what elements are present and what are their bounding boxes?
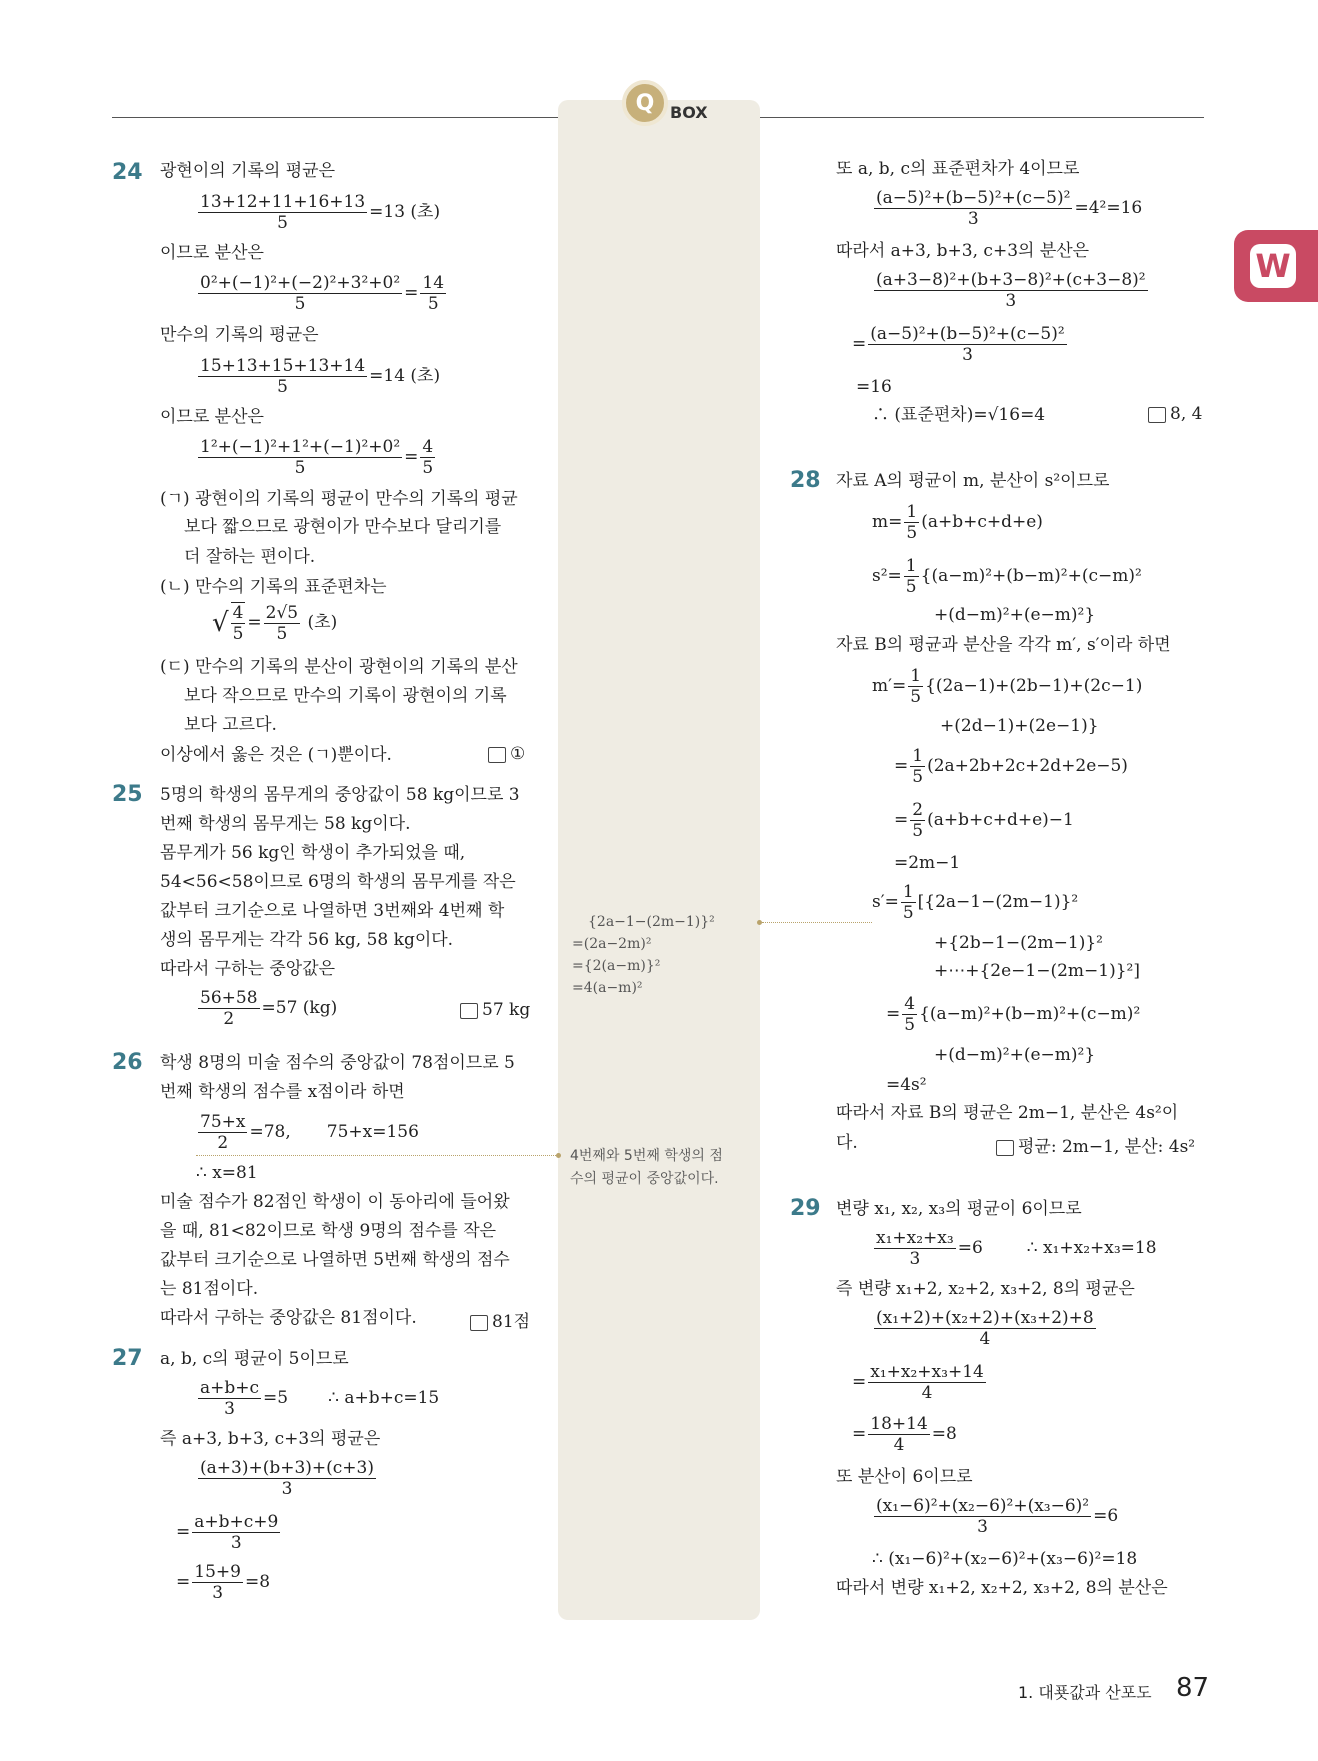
text-line: 또 a, b, c의 표준편차가 4이므로: [836, 159, 1080, 179]
formula: = $\frac{\text{(a−5)²+(b−5)²+(c−5)²}}{3}$: [852, 324, 1065, 365]
formula: $\frac{\text{(a+3−8)²+(b+3−8)²+(c+3−8)²}}{3}$: [876, 270, 1146, 311]
formula: m= $\frac{1}{5}$ (a+b+c+d+e): [872, 502, 1043, 543]
text-line: ∴ (x₁−6)²+(x₂−6)²+(x₃−6)²=18: [872, 1549, 1138, 1569]
text-line: 따라서 구하는 중앙값은 81점이다.: [160, 1308, 417, 1328]
text-line: 광현이의 기록의 평균은: [160, 161, 336, 181]
box-note: 4번째와 5번째 학생의 점: [570, 1148, 723, 1164]
leader-line: [762, 922, 872, 923]
answer-icon: [488, 747, 506, 763]
box-note: 수의 평균이 중앙값이다.: [570, 1171, 719, 1187]
formula: $\frac{(a+3)+(b+3)+(c+3)}{3}$: [200, 1458, 375, 1499]
qbox-letter: Q: [635, 90, 655, 116]
formula: = $\frac{a+b+c+9}{3}$: [176, 1512, 279, 1553]
qbox-badge: [622, 80, 668, 126]
text-line: ∴ (표준편차)=√16=4: [872, 405, 1046, 425]
text-line: 자료 B의 평균과 분산을 각각 m′, s′이라 하면: [836, 635, 1171, 655]
answer: 81점: [470, 1307, 530, 1332]
text-line: 즉 변량 x₁+2, x₂+2, x₃+2, 8의 평균은: [836, 1279, 1135, 1299]
text-line: (ㄱ) 광현이의 기록의 평균이 만수의 기록의 평균: [160, 489, 518, 509]
text-line: 보다 작으므로 만수의 기록이 광현이의 기록: [184, 686, 507, 706]
formula: $\frac{\text{(x₁−6)²+(x₂−6)²+(x₃−6)²}}{3}$ =6: [876, 1496, 1119, 1537]
formula: s²= $\frac{1}{5}$ {(a−m)²+(b−m)²+(c−m)²: [872, 556, 1142, 597]
text-line: 값부터 크기순으로 나열하면 5번째 학생의 점수: [160, 1250, 510, 1270]
text-line: 미술 점수가 82점인 학생이 이 동아리에 들어왔: [160, 1192, 510, 1212]
problem-number-29: 29: [790, 1196, 821, 1221]
text-line: a, b, c의 평균이 5이므로: [160, 1349, 349, 1369]
formula: $\frac{\text{x₁+x₂+x₃}}{3}$ =6 ∴ x₁+x₂+x₃=18: [876, 1228, 1157, 1269]
box-note: ={2(a−m)}²: [572, 958, 661, 974]
text-line: 학생 8명의 미술 점수의 중앙값이 78점이므로 5: [160, 1053, 515, 1073]
text-line: 54<56<58이므로 6명의 학생의 몸무게를 작은: [160, 872, 516, 892]
box-note: =4(a−m)²: [572, 980, 643, 996]
formula: = $\frac{1}{5}$ (2a+2b+2c+2d+2e−5): [894, 746, 1128, 787]
text-line: 더 잘하는 편이다.: [184, 547, 316, 567]
answer: 57 kg: [460, 1000, 530, 1020]
answer-icon: [470, 1315, 488, 1331]
formula: $\frac{13+12+11+16+13}{5}$ =13 (초): [200, 192, 441, 233]
answer: 평균: 2m−1, 분산: 4s²: [996, 1132, 1195, 1157]
formula: = $\frac{\text{x₁+x₂+x₃+14}}{4}$: [852, 1362, 984, 1403]
chapter-title: 1. 대푯값과 산포도: [1018, 1683, 1152, 1702]
text-line: 번째 학생의 몸무게는 58 kg이다.: [160, 814, 411, 834]
text-line: 몸무게가 56 kg인 학생이 추가되었을 때,: [160, 843, 466, 863]
formula: $\frac{\text{(a−5)²+(b−5)²+(c−5)²}}{3}$ =4²=16: [876, 188, 1143, 229]
text-line: 다.: [836, 1133, 858, 1153]
text-line: 보다 고르다.: [184, 715, 277, 735]
text-line: 5명의 학생의 몸무게의 중앙값이 58 kg이므로 3: [160, 785, 520, 805]
box-note: =(2a−2m)²: [572, 936, 652, 952]
problem-number-26: 26: [112, 1050, 143, 1075]
workbook-w-icon: W: [1250, 244, 1296, 288]
formula: $\frac{\text{1²+(−1)²+1²+(−1)²+0²}}{5}$ = $\frac{4}{5}$: [200, 437, 434, 478]
text-line: 따라서 구하는 중앙값은: [160, 959, 336, 979]
text-line: 따라서 a+3, b+3, c+3의 분산은: [836, 241, 1090, 261]
text-line: 보다 짧으므로 광현이가 만수보다 달리기를: [184, 517, 502, 537]
text-line: +(d−m)²+(e−m)²}: [934, 605, 1096, 625]
text-line: +{2b−1−(2m−1)}²: [934, 933, 1103, 953]
text-line: 번째 학생의 점수를 x점이라 하면: [160, 1082, 405, 1102]
text-line: (ㄷ) 만수의 기록의 분산이 광현이의 기록의 분산: [160, 657, 518, 677]
text-line: +(2d−1)+(2e−1)}: [940, 716, 1099, 736]
text-line: =2m−1: [894, 853, 961, 873]
problem-number-24: 24: [112, 160, 143, 185]
formula: $\frac{56+58}{2}$ =57 (kg): [200, 988, 338, 1029]
problem-number-25: 25: [112, 782, 143, 807]
text-line: 이므로 분산은: [160, 243, 264, 263]
qbox-column: [558, 100, 760, 1620]
text-line: 만수의 기록의 평균은: [160, 325, 319, 345]
answer: ①: [488, 744, 525, 764]
text-line: 즉 a+3, b+3, c+3의 평균은: [160, 1429, 381, 1449]
leader-dot: [556, 1153, 561, 1158]
page-number: 87: [1176, 1673, 1210, 1703]
formula: $\frac{\text{(x₁+2)+(x₂+2)+(x₃+2)+8}}{4}$: [876, 1308, 1094, 1349]
answer-icon: [1148, 407, 1166, 423]
formula: $\frac{\text{0²+(−1)²+(−2)²+3²+0²}}{5}$ = $\frac{14}{5}$: [200, 273, 445, 314]
text-line: 또 분산이 6이므로: [836, 1467, 973, 1487]
leader-line: [196, 1155, 556, 1156]
text-line: 자료 A의 평균이 m, 분산이 s²이므로: [836, 471, 1110, 491]
answer: 8, 4: [1148, 404, 1202, 424]
formula: √ $\frac{4}{5}$ = $\frac{2√5}{5}$ (초): [212, 602, 338, 644]
formula: = $\frac{2}{5}$ (a+b+c+d+e)−1: [894, 800, 1074, 841]
answer-icon: [996, 1140, 1014, 1156]
text-line: (ㄴ) 만수의 기록의 표준편차는: [160, 577, 387, 597]
formula: $\frac{a+b+c}{3}$ =5 ∴ a+b+c=15: [200, 1378, 440, 1419]
text-line: +(d−m)²+(e−m)²}: [934, 1045, 1096, 1065]
qbox-label: BOX: [670, 103, 708, 122]
box-note: {2a−1−(2m−1)}²: [588, 914, 715, 930]
formula: m′= $\frac{1}{5}$ {(2a−1)+(2b−1)+(2c−1): [872, 666, 1143, 707]
text-line: =16: [856, 377, 892, 397]
problem-number-27: 27: [112, 1346, 143, 1371]
text-line: 따라서 자료 B의 평균은 2m−1, 분산은 4s²이: [836, 1103, 1179, 1123]
text-line: =4s²: [886, 1075, 927, 1095]
formula: = $\frac{15+9}{3}$ =8: [176, 1562, 271, 1603]
text-line: +⋯+{2e−1−(2m−1)}²]: [934, 961, 1141, 981]
text-line: 따라서 변량 x₁+2, x₂+2, x₃+2, 8의 분산은: [836, 1578, 1168, 1598]
text-line: 값부터 크기순으로 나열하면 3번째와 4번째 학: [160, 901, 505, 921]
text-line: 이상에서 옳은 것은 (ㄱ)뿐이다.: [160, 745, 392, 765]
text-line: 변량 x₁, x₂, x₃의 평균이 6이므로: [836, 1199, 1082, 1219]
formula: = $\frac{18+14}{4}$ =8: [852, 1414, 957, 1455]
text-line: ∴ x=81: [196, 1163, 258, 1183]
text-line: 을 때, 81<82이므로 학생 9명의 점수를 작은: [160, 1221, 497, 1241]
text-line: 는 81점이다.: [160, 1279, 259, 1299]
answer-icon: [460, 1003, 478, 1019]
text-line: 생의 몸무게는 각각 56 kg, 58 kg이다.: [160, 930, 454, 950]
formula: s′= $\frac{1}{5}$ [{2a−1−(2m−1)}²: [872, 882, 1079, 923]
problem-number-28: 28: [790, 468, 821, 493]
text-line: 이므로 분산은: [160, 407, 264, 427]
formula: $\frac{15+13+15+13+14}{5}$ =14 (초): [200, 356, 441, 397]
formula: = $\frac{4}{5}$ {(a−m)²+(b−m)²+(c−m)²: [886, 994, 1141, 1035]
formula: $\frac{75+x}{2}$ =78, 75+x=156: [200, 1112, 419, 1153]
